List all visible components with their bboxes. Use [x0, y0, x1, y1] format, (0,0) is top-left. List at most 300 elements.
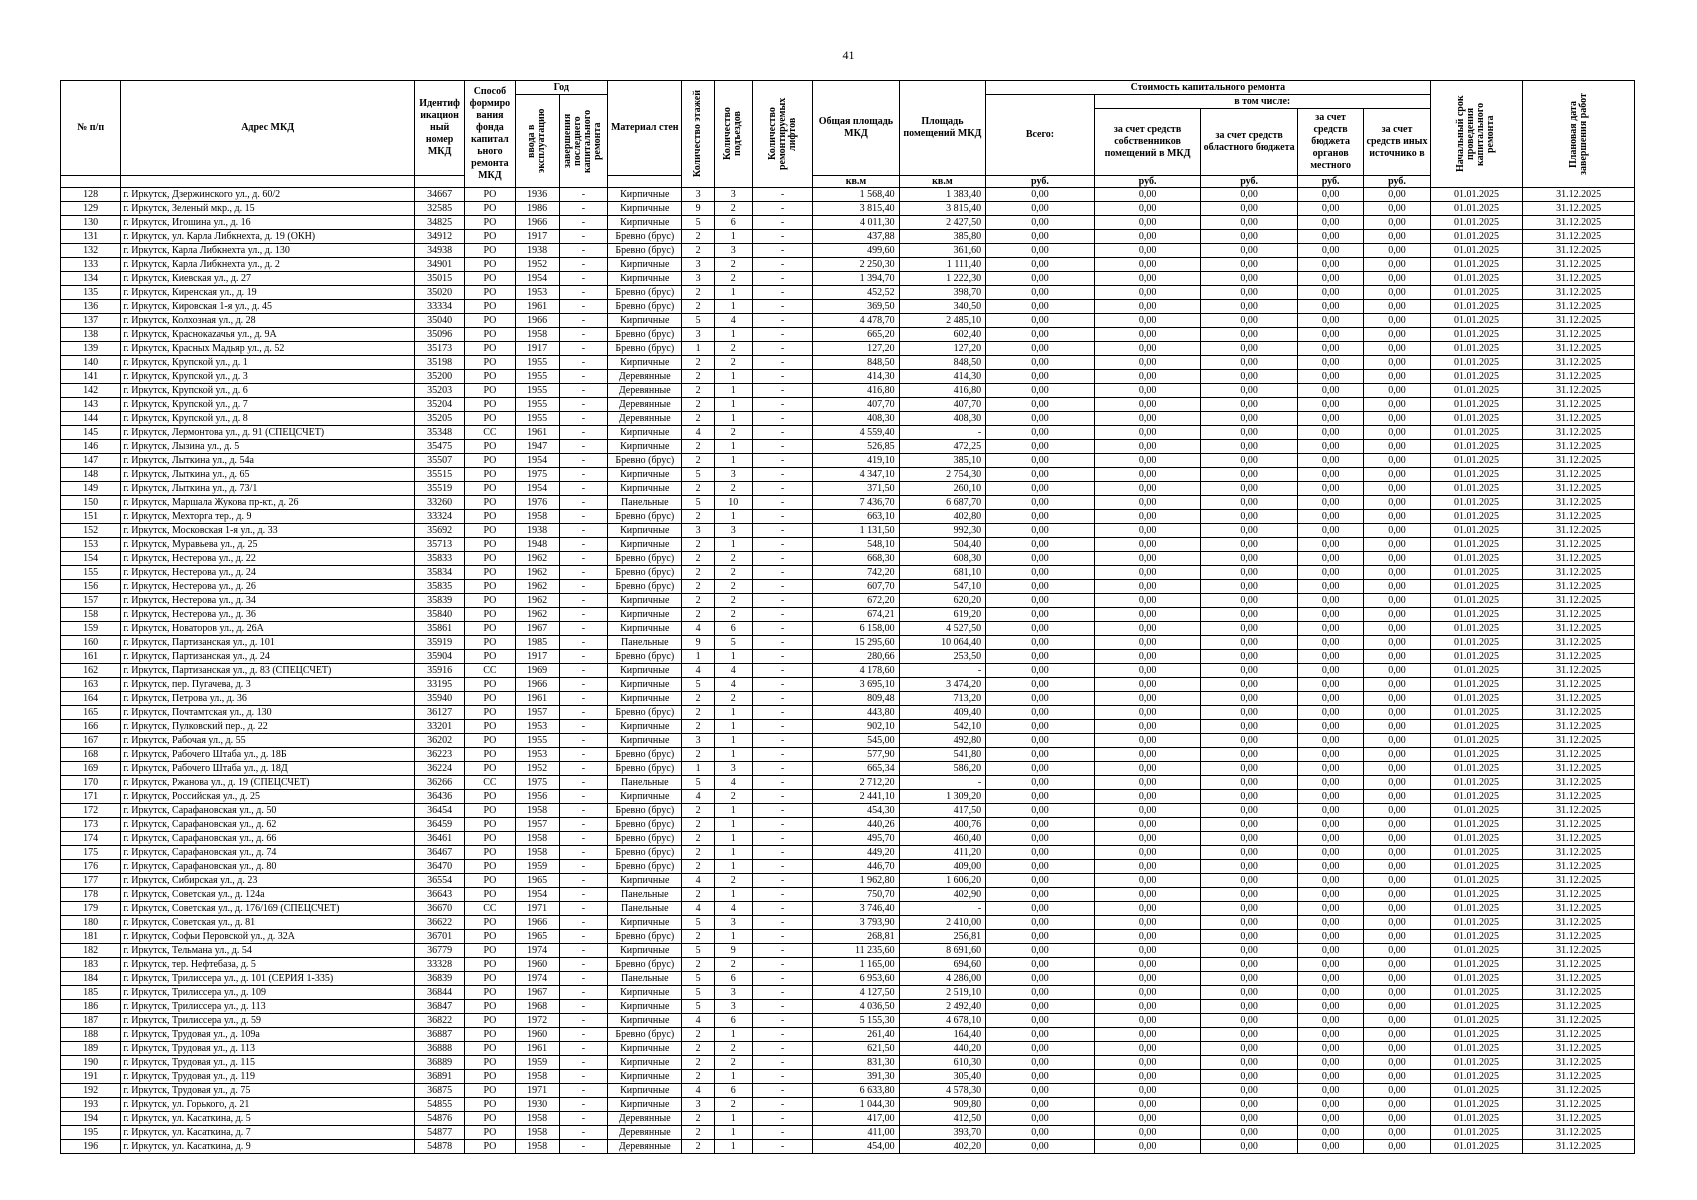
total-area-cell: 411,00	[813, 1126, 899, 1140]
method-cell: РО	[465, 608, 515, 622]
total-area-cell: 454,00	[813, 1140, 899, 1154]
num-cell: 130	[61, 216, 121, 230]
total-area-cell: 268,81	[813, 930, 899, 944]
cost-total-cell: 0,00	[986, 258, 1095, 272]
method-cell: РО	[465, 468, 515, 482]
unit-cost-total: руб.	[986, 176, 1095, 188]
cost-total-cell: 0,00	[986, 580, 1095, 594]
year-commission-cell: 1936	[515, 188, 559, 202]
start-date-cell: 01.01.2025	[1430, 776, 1523, 790]
method-cell: РО	[465, 328, 515, 342]
end-date-cell: 31.12.2025	[1523, 1112, 1635, 1126]
cost-other-cell: 0,00	[1364, 986, 1430, 1000]
start-date-cell: 01.01.2025	[1430, 510, 1523, 524]
cost-regional-cell: 0,00	[1201, 216, 1298, 230]
address-cell: г. Иркутск, Советская ул., д. 124а	[121, 888, 415, 902]
lifts-cell: -	[752, 258, 812, 272]
year-last-repair-cell: -	[559, 300, 607, 314]
cost-owners-cell: 0,00	[1094, 272, 1201, 286]
cost-local-cell: 0,00	[1297, 580, 1363, 594]
entrances-cell: 2	[714, 580, 752, 594]
lifts-cell: -	[752, 1112, 812, 1126]
method-cell: РО	[465, 398, 515, 412]
floors-cell: 2	[682, 412, 714, 426]
entrances-cell: 4	[714, 678, 752, 692]
table-row	[61, 650, 1635, 664]
year-commission-cell: 1974	[515, 944, 559, 958]
year-last-repair-cell: -	[559, 258, 607, 272]
start-date-cell: 01.01.2025	[1430, 1028, 1523, 1042]
num-cell: 162	[61, 664, 121, 678]
cost-owners-cell: 0,00	[1094, 888, 1201, 902]
year-commission-cell: 1955	[515, 412, 559, 426]
start-date-cell: 01.01.2025	[1430, 608, 1523, 622]
year-last-repair-cell: -	[559, 314, 607, 328]
cost-local-cell: 0,00	[1297, 384, 1363, 398]
cost-local-cell: 0,00	[1297, 1000, 1363, 1014]
year-last-repair-cell: -	[559, 272, 607, 286]
lifts-cell: -	[752, 706, 812, 720]
year-commission-cell: 1974	[515, 972, 559, 986]
entrances-cell: 2	[714, 874, 752, 888]
entrances-cell: 1	[714, 328, 752, 342]
premises-area-cell: 909,80	[899, 1098, 985, 1112]
total-area-cell: 6 953,60	[813, 972, 899, 986]
cost-other-cell: 0,00	[1364, 300, 1430, 314]
table-row	[61, 734, 1635, 748]
start-date-cell: 01.01.2025	[1430, 734, 1523, 748]
lifts-cell: -	[752, 286, 812, 300]
year-last-repair-cell: -	[559, 692, 607, 706]
year-last-repair-cell: -	[559, 384, 607, 398]
cost-total-cell: 0,00	[986, 832, 1095, 846]
year-last-repair-cell: -	[559, 706, 607, 720]
method-cell: РО	[465, 958, 515, 972]
premises-area-cell: 385,80	[899, 230, 985, 244]
cost-other-cell: 0,00	[1364, 818, 1430, 832]
premises-area-cell: 542,10	[899, 720, 985, 734]
table-row	[61, 216, 1635, 230]
start-date-cell: 01.01.2025	[1430, 188, 1523, 202]
address-cell: г. Иркутск, Лермонтова ул., д. 91 (СПЕЦСЧЕТ)	[121, 426, 415, 440]
entrances-cell: 1	[714, 412, 752, 426]
floors-cell: 5	[682, 216, 714, 230]
lifts-cell: -	[752, 916, 812, 930]
table-row	[61, 958, 1635, 972]
year-last-repair-cell: -	[559, 538, 607, 552]
premises-area-cell: 398,70	[899, 286, 985, 300]
num-cell: 158	[61, 608, 121, 622]
cost-regional-cell: 0,00	[1201, 454, 1298, 468]
floors-cell: 2	[682, 706, 714, 720]
id-cell: 35205	[414, 412, 464, 426]
year-commission-cell: 1972	[515, 1014, 559, 1028]
material-cell: Панельные	[608, 496, 682, 510]
year-commission-cell: 1961	[515, 300, 559, 314]
total-area-cell: 7 436,70	[813, 496, 899, 510]
year-commission-cell: 1954	[515, 454, 559, 468]
id-cell: 33195	[414, 678, 464, 692]
material-cell: Бревно (брус)	[608, 510, 682, 524]
year-commission-cell: 1952	[515, 762, 559, 776]
num-cell: 170	[61, 776, 121, 790]
cost-regional-cell: 0,00	[1201, 860, 1298, 874]
cost-local-cell: 0,00	[1297, 482, 1363, 496]
material-cell: Бревно (брус)	[608, 454, 682, 468]
address-cell: г. Иркутск, Игошина ул., д. 16	[121, 216, 415, 230]
end-date-cell: 31.12.2025	[1523, 342, 1635, 356]
method-cell: РО	[465, 1070, 515, 1084]
material-cell: Кирпичные	[608, 720, 682, 734]
cost-local-cell: 0,00	[1297, 1140, 1363, 1154]
premises-area-cell: 340,50	[899, 300, 985, 314]
id-cell: 33334	[414, 300, 464, 314]
method-cell: РО	[465, 846, 515, 860]
entrances-cell: 2	[714, 426, 752, 440]
method-cell: РО	[465, 972, 515, 986]
num-cell: 195	[61, 1126, 121, 1140]
start-date-cell: 01.01.2025	[1430, 678, 1523, 692]
cost-total-cell: 0,00	[986, 944, 1095, 958]
method-cell: СС	[465, 902, 515, 916]
cost-total-cell: 0,00	[986, 706, 1095, 720]
floors-cell: 5	[682, 916, 714, 930]
cost-other-cell: 0,00	[1364, 188, 1430, 202]
header-year-last-repair: завершения последнего капитального ремонта	[559, 95, 607, 188]
start-date-cell: 01.01.2025	[1430, 398, 1523, 412]
cost-regional-cell: 0,00	[1201, 566, 1298, 580]
cost-other-cell: 0,00	[1364, 1126, 1430, 1140]
premises-area-cell: -	[899, 902, 985, 916]
id-cell: 35940	[414, 692, 464, 706]
year-commission-cell: 1966	[515, 916, 559, 930]
premises-area-cell: 2 485,10	[899, 314, 985, 328]
id-cell: 35861	[414, 622, 464, 636]
address-cell: г. Иркутск, Рабочая ул., д. 55	[121, 734, 415, 748]
cost-regional-cell: 0,00	[1201, 398, 1298, 412]
material-cell: Кирпичные	[608, 692, 682, 706]
year-last-repair-cell: -	[559, 552, 607, 566]
end-date-cell: 31.12.2025	[1523, 258, 1635, 272]
floors-cell: 2	[682, 370, 714, 384]
cost-local-cell: 0,00	[1297, 734, 1363, 748]
floors-cell: 4	[682, 790, 714, 804]
cost-local-cell: 0,00	[1297, 832, 1363, 846]
cost-other-cell: 0,00	[1364, 202, 1430, 216]
start-date-cell: 01.01.2025	[1430, 720, 1523, 734]
material-cell: Деревянные	[608, 370, 682, 384]
cost-total-cell: 0,00	[986, 426, 1095, 440]
floors-cell: 5	[682, 1000, 714, 1014]
cost-total-cell: 0,00	[986, 776, 1095, 790]
entrances-cell: 1	[714, 538, 752, 552]
page-number: 41	[842, 48, 855, 62]
floors-cell: 4	[682, 1014, 714, 1028]
method-cell: РО	[465, 356, 515, 370]
material-cell: Бревно (брус)	[608, 300, 682, 314]
cost-total-cell: 0,00	[986, 1028, 1095, 1042]
end-date-cell: 31.12.2025	[1523, 790, 1635, 804]
address-cell: г. Иркутск, Петрова ул., д. 36	[121, 692, 415, 706]
header-premises-area: Площадь помещений МКД	[899, 81, 985, 176]
cost-regional-cell: 0,00	[1201, 314, 1298, 328]
entrances-cell: 2	[714, 272, 752, 286]
entrances-cell: 6	[714, 622, 752, 636]
lifts-cell: -	[752, 832, 812, 846]
lifts-cell: -	[752, 944, 812, 958]
num-cell: 152	[61, 524, 121, 538]
material-cell: Кирпичные	[608, 608, 682, 622]
method-cell: РО	[465, 790, 515, 804]
cost-total-cell: 0,00	[986, 860, 1095, 874]
cost-owners-cell: 0,00	[1094, 328, 1201, 342]
method-cell: РО	[465, 692, 515, 706]
cost-other-cell: 0,00	[1364, 580, 1430, 594]
premises-area-cell: 6 687,70	[899, 496, 985, 510]
cost-owners-cell: 0,00	[1094, 1042, 1201, 1056]
header-start-date: Начальный срок проведения капитального ремонта	[1430, 81, 1523, 188]
floors-cell: 2	[682, 230, 714, 244]
table-row	[61, 594, 1635, 608]
address-cell: г. Иркутск, Российская ул., д. 25	[121, 790, 415, 804]
premises-area-cell: 992,30	[899, 524, 985, 538]
end-date-cell: 31.12.2025	[1523, 972, 1635, 986]
year-commission-cell: 1954	[515, 482, 559, 496]
cost-total-cell: 0,00	[986, 510, 1095, 524]
cost-total-cell: 0,00	[986, 734, 1095, 748]
floors-cell: 3	[682, 734, 714, 748]
end-date-cell: 31.12.2025	[1523, 384, 1635, 398]
id-cell: 35040	[414, 314, 464, 328]
num-cell: 164	[61, 692, 121, 706]
table-row	[61, 1056, 1635, 1070]
entrances-cell: 6	[714, 1014, 752, 1028]
cost-owners-cell: 0,00	[1094, 1126, 1201, 1140]
material-cell: Кирпичные	[608, 1070, 682, 1084]
year-commission-cell: 1966	[515, 216, 559, 230]
id-cell: 35348	[414, 426, 464, 440]
address-cell: г. Иркутск, Сарафановская ул., д. 74	[121, 846, 415, 860]
floors-cell: 2	[682, 300, 714, 314]
entrances-cell: 3	[714, 762, 752, 776]
table-row	[61, 398, 1635, 412]
entrances-cell: 1	[714, 1028, 752, 1042]
lifts-cell: -	[752, 510, 812, 524]
year-commission-cell: 1958	[515, 804, 559, 818]
num-cell: 132	[61, 244, 121, 258]
floors-cell: 2	[682, 454, 714, 468]
cost-owners-cell: 0,00	[1094, 930, 1201, 944]
material-cell: Бревно (брус)	[608, 860, 682, 874]
start-date-cell: 01.01.2025	[1430, 986, 1523, 1000]
year-commission-cell: 1966	[515, 678, 559, 692]
lifts-cell: -	[752, 342, 812, 356]
cost-owners-cell: 0,00	[1094, 748, 1201, 762]
floors-cell: 9	[682, 202, 714, 216]
lifts-cell: -	[752, 440, 812, 454]
entrances-cell: 10	[714, 496, 752, 510]
cost-local-cell: 0,00	[1297, 230, 1363, 244]
lifts-cell: -	[752, 762, 812, 776]
cost-owners-cell: 0,00	[1094, 1028, 1201, 1042]
floors-cell: 2	[682, 482, 714, 496]
premises-area-cell: 409,00	[899, 860, 985, 874]
total-area-cell: 416,80	[813, 384, 899, 398]
year-commission-cell: 1955	[515, 384, 559, 398]
cost-total-cell: 0,00	[986, 1112, 1095, 1126]
cost-other-cell: 0,00	[1364, 440, 1430, 454]
id-cell: 34667	[414, 188, 464, 202]
lifts-cell: -	[752, 524, 812, 538]
total-area-cell: 6 633,80	[813, 1084, 899, 1098]
start-date-cell: 01.01.2025	[1430, 860, 1523, 874]
cost-owners-cell: 0,00	[1094, 636, 1201, 650]
material-cell: Деревянные	[608, 398, 682, 412]
year-commission-cell: 1957	[515, 818, 559, 832]
address-cell: г. Иркутск, Советская ул., д. 81	[121, 916, 415, 930]
year-last-repair-cell: -	[559, 1070, 607, 1084]
floors-cell: 2	[682, 860, 714, 874]
id-cell: 33201	[414, 720, 464, 734]
cost-other-cell: 0,00	[1364, 622, 1430, 636]
year-last-repair-cell: -	[559, 566, 607, 580]
id-cell: 36844	[414, 986, 464, 1000]
total-area-cell: 446,70	[813, 860, 899, 874]
entrances-cell: 2	[714, 1042, 752, 1056]
lifts-cell: -	[752, 412, 812, 426]
year-last-repair-cell: -	[559, 426, 607, 440]
address-cell: г. Иркутск, Крупской ул., д. 7	[121, 398, 415, 412]
total-area-cell: 414,30	[813, 370, 899, 384]
year-commission-cell: 1956	[515, 790, 559, 804]
header-floors: Количество этажей	[682, 81, 714, 188]
num-cell: 182	[61, 944, 121, 958]
premises-area-cell: 504,40	[899, 538, 985, 552]
material-cell: Кирпичные	[608, 202, 682, 216]
num-cell: 171	[61, 790, 121, 804]
cost-local-cell: 0,00	[1297, 930, 1363, 944]
address-cell: г. Иркутск, Рабочего Штаба ул., д. 18Д	[121, 762, 415, 776]
premises-area-cell: 602,40	[899, 328, 985, 342]
method-cell: РО	[465, 678, 515, 692]
end-date-cell: 31.12.2025	[1523, 958, 1635, 972]
material-cell: Деревянные	[608, 412, 682, 426]
cost-total-cell: 0,00	[986, 608, 1095, 622]
method-cell: РО	[465, 706, 515, 720]
table-row	[61, 720, 1635, 734]
cost-total-cell: 0,00	[986, 762, 1095, 776]
cost-owners-cell: 0,00	[1094, 608, 1201, 622]
total-area-cell: 407,70	[813, 398, 899, 412]
premises-area-cell: 4 678,10	[899, 1014, 985, 1028]
cost-other-cell: 0,00	[1364, 230, 1430, 244]
total-area-cell: 449,20	[813, 846, 899, 860]
end-date-cell: 31.12.2025	[1523, 1140, 1635, 1154]
num-cell: 141	[61, 370, 121, 384]
cost-local-cell: 0,00	[1297, 1014, 1363, 1028]
cost-regional-cell: 0,00	[1201, 1070, 1298, 1084]
floors-cell: 2	[682, 692, 714, 706]
lifts-cell: -	[752, 468, 812, 482]
year-commission-cell: 1953	[515, 748, 559, 762]
end-date-cell: 31.12.2025	[1523, 776, 1635, 790]
total-area-cell: 1 962,80	[813, 874, 899, 888]
cost-owners-cell: 0,00	[1094, 370, 1201, 384]
cost-regional-cell: 0,00	[1201, 1000, 1298, 1014]
end-date-cell: 31.12.2025	[1523, 650, 1635, 664]
id-cell: 35515	[414, 468, 464, 482]
cost-total-cell: 0,00	[986, 1126, 1095, 1140]
cost-owners-cell: 0,00	[1094, 1140, 1201, 1154]
total-area-cell: 577,90	[813, 748, 899, 762]
num-cell: 196	[61, 1140, 121, 1154]
year-commission-cell: 1958	[515, 1112, 559, 1126]
cost-owners-cell: 0,00	[1094, 524, 1201, 538]
material-cell: Бревно (брус)	[608, 804, 682, 818]
id-cell: 35200	[414, 370, 464, 384]
premises-area-cell: 1 606,20	[899, 874, 985, 888]
cost-other-cell: 0,00	[1364, 902, 1430, 916]
year-last-repair-cell: -	[559, 958, 607, 972]
id-cell: 34938	[414, 244, 464, 258]
end-date-cell: 31.12.2025	[1523, 1014, 1635, 1028]
table-row	[61, 1140, 1635, 1154]
lifts-cell: -	[752, 496, 812, 510]
start-date-cell: 01.01.2025	[1430, 314, 1523, 328]
cost-total-cell: 0,00	[986, 370, 1095, 384]
cost-owners-cell: 0,00	[1094, 762, 1201, 776]
cost-owners-cell: 0,00	[1094, 706, 1201, 720]
lifts-cell: -	[752, 188, 812, 202]
year-last-repair-cell: -	[559, 860, 607, 874]
material-cell: Кирпичные	[608, 678, 682, 692]
cost-other-cell: 0,00	[1364, 510, 1430, 524]
total-area-cell: 419,10	[813, 454, 899, 468]
start-date-cell: 01.01.2025	[1430, 888, 1523, 902]
cost-owners-cell: 0,00	[1094, 482, 1201, 496]
floors-cell: 4	[682, 1084, 714, 1098]
material-cell: Кирпичные	[608, 426, 682, 440]
cost-regional-cell: 0,00	[1201, 874, 1298, 888]
end-date-cell: 31.12.2025	[1523, 356, 1635, 370]
total-area-cell: 280,66	[813, 650, 899, 664]
total-area-cell: 440,26	[813, 818, 899, 832]
premises-area-cell: 460,40	[899, 832, 985, 846]
year-commission-cell: 1960	[515, 958, 559, 972]
num-cell: 173	[61, 818, 121, 832]
lifts-cell: -	[752, 482, 812, 496]
total-area-cell: 4 478,70	[813, 314, 899, 328]
num-cell: 135	[61, 286, 121, 300]
floors-cell: 2	[682, 888, 714, 902]
cost-local-cell: 0,00	[1297, 972, 1363, 986]
floors-cell: 2	[682, 1056, 714, 1070]
start-date-cell: 01.01.2025	[1430, 1014, 1523, 1028]
header-cost-group: Стоимость капитального ремонта	[986, 81, 1431, 95]
table-row	[61, 692, 1635, 706]
cost-regional-cell: 0,00	[1201, 188, 1298, 202]
lifts-cell: -	[752, 594, 812, 608]
cost-local-cell: 0,00	[1297, 286, 1363, 300]
end-date-cell: 31.12.2025	[1523, 846, 1635, 860]
cost-regional-cell: 0,00	[1201, 608, 1298, 622]
floors-cell: 2	[682, 818, 714, 832]
address-cell: г. Иркутск, Крупской ул., д. 6	[121, 384, 415, 398]
entrances-cell: 2	[714, 342, 752, 356]
year-commission-cell: 1967	[515, 986, 559, 1000]
unit-empty	[414, 176, 464, 188]
cost-other-cell: 0,00	[1364, 1056, 1430, 1070]
